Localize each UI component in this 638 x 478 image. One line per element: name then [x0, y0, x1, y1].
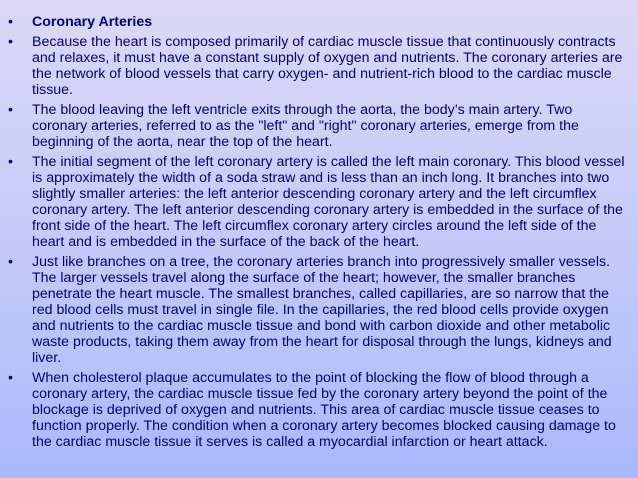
bullet-item [6, 102, 630, 150]
bullet-icon: • [8, 14, 13, 30]
bullet-item-heading [6, 14, 630, 30]
bullet-text: The initial segment of the left coronary artery is called the left main coronary. This blood vessel is approximately the width of a soda straw and is less than an inch long. It branches into two slightly smaller arteries: the left anterior descending coronary artery and the left circumflex coronary artery. The left anterior descending coronary artery is embedded in the surface of the front side of the heart. The left circumflex coronary artery circles around the left side of the heart and is embedded in the surface of the back of the heart. [32, 154, 625, 250]
bullet-item [6, 254, 630, 366]
slide-heading: Coronary Arteries [32, 14, 153, 30]
bullet-list [6, 14, 630, 450]
bullet-icon: • [8, 154, 13, 170]
bullet-item [6, 34, 630, 98]
bullet-text: Because the heart is composed primarily of cardiac muscle tissue that continuously contracts and relaxes, it must have a constant supply of oxygen and nutrients. The coronary arteries are the network of blood vessels that carry oxygen- and nutrient-rich blood to the cardiac muscle tissue. [32, 34, 623, 98]
bullet-text: The blood leaving the left ventricle exits through the aorta, the body’s main artery. Two coronary arteries, referred to as the "left" and "right" coronary arteries, emerge from the beginning of the aorta, near the top of the heart. [32, 102, 579, 150]
bullet-icon: • [8, 34, 13, 50]
bullet-text: Just like branches on a tree, the coronary arteries branch into progressively smaller vessels. The larger vessels travel along the surface of the heart; however, the smaller branches penetrate the heart muscle. The smallest branches, called capillaries, are so narrow that the red blood cells must travel in single file. In the capillaries, the red blood cells provide oxygen and nutrients to the cardiac muscle tissue and bond with carbon dioxide and other metabolic waste products, taking them away from the heart for disposal through the lungs, kidneys and liver. [32, 254, 612, 366]
bullet-item [6, 154, 630, 250]
bullet-icon: • [8, 254, 13, 270]
bullet-text: When cholesterol plaque accumulates to the point of blocking the flow of blood through a coronary artery, the cardiac muscle tissue fed by the coronary artery beyond the point of the blockage is deprived of oxygen and nutrients. This area of cardiac muscle tissue ceases to function properly. The condition when a coronary artery becomes blocked causing damage to the cardiac muscle tissue it serves is called a myocardial infarction or heart attack. [32, 370, 616, 450]
bullet-item [6, 370, 630, 450]
bullet-icon: • [8, 370, 13, 386]
bullet-icon: • [8, 102, 13, 118]
